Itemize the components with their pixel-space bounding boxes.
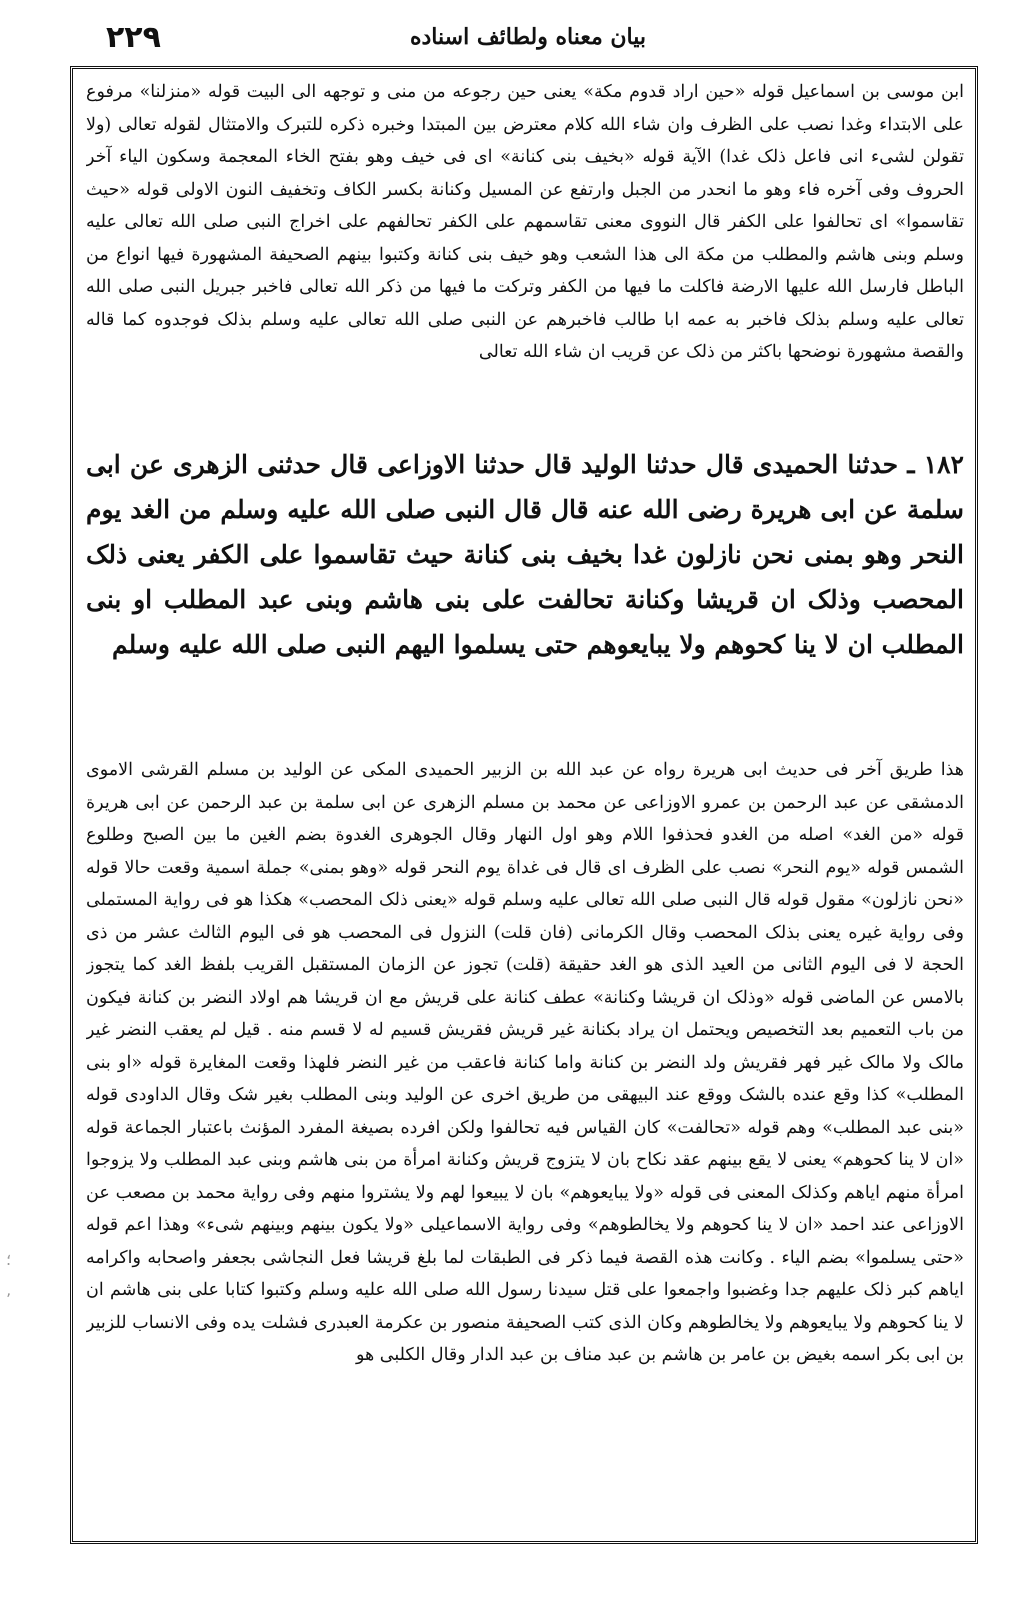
hadith-text: حدثنا الحمیدی قال حدثنا الولید قال حدثنا الاوزاعی قال حدثنی الزهری عن ابی سلمة عن ابی هریرة رضی الله عنه قال قال النبی صلی الله علیه وسلم من الغد یوم النحر وهو بمنی نحن نازلون غدا بخیف بنی کنانة حیث تقاسموا علی الکفر یعنی ذلک المحصب وذلک ان قریشا وکنانة تحالفت علی بنی هاشم وبنی عبد المطلب او بنی المطلب ان لا ینا کحوهم ولا یبایعوهم حتی یسلموا الیهم النبی صلی الله علیه وسلم xyxy=(86,450,964,659)
margin-mark: ٬ xyxy=(6,1290,12,1309)
margin-mark: ؛ xyxy=(6,1250,12,1269)
page-number: ۲۲۹ xyxy=(106,20,161,55)
hadith-number: ۱۸۲ xyxy=(923,450,964,479)
commentary-paragraph-2: هذا طریق آخر فی حدیث ابی هریرة رواه عن عبد الله بن الزبیر الحمیدی المکی عن الولید بن مسلم القرشی الاموی الدمشقی عن عبد الرحمن بن عمرو الاوزاعی عن محمد بن مسلم الزهری عن ابی سلمة بن عبد الرحمن عن ابی هریرة قوله «من الغد» اصله من الغدو فحذفوا اللام وهو اول النهار وقال الجوهری الغدوة بضم الغین ما بین الصبح وطلوع الشمس قوله «یوم النحر» نصب علی الظرف ای قال فی غداة یوم النحر قوله «وهو بمنی» جملة اسمیة وقعت حالا قوله «نحن نازلون» مقول قوله قال النبی صلی الله تعالی علیه وسلم قوله «یعنی ذلک المحصب» هکذا هو فی روایة المستملی وفی روایة غیره یعنی بذلک المحصب وقال الکرمانی (فان قلت) النزول فی المحصب هو فی الیوم الثالث عشر من ذی الحجة لا فی الیوم الثانی من العید الذی هو الغد حقیقة (قلت) تجوز عن الزمان المستقبل القریب بلفظ الغد کما یتجوز بالامس عن الماضی قوله «وذلک ان قریشا وکنانة» عطف کنانة علی قریش مع ان قریشا هم اولاد النضر بن کنانة فیکون من باب التعمیم بعد التخصیص ویحتمل ان یراد بکنانة غیر قریش فقریش قسیم له لا قسم منه . قیل لم یعقب النضر غیر مالک ولا مالک غیر فهر فقریش ولد النضر بن کنانة واما کنانة فاعقب من غیر النضر فلهذا وقعت المغایرة قوله «او بنی المطلب» کذا وقع عنده بالشک ووقع عند البیهقی من طریق اخری عن الولید وبنی المطلب بغیر شک وقال الداودی قوله «بنی عبد المطلب» وهم قوله «تحالفت» کان القیاس فیه تحالفوا ولکن افرده بصیغة المفرد المؤنث باعتبار الجماعة قوله «ان لا ینا کحوهم» یعنی لا یقع بینهم عقد نکاح بان لا یتزوج قریش وکنانة امرأة من بنی هاشم وبنی عبد المطلب ولا یزوجوا امرأة منهم ایاهم وکذلک المعنی فی قوله «ولا یبایعوهم» بان لا یبیعوا لهم ولا یشتروا منهم وفی روایة محمد بن مصعب عن الاوزاعی عند احمد «ان لا ینا کحوهم ولا یخالطوهم» وفی روایة الاسماعیلی «ولا یکون بینهم وبینهم شیء» وهذا اعم قوله «حتی یسلموا» بضم الیاء . وکانت هذه القصة فیما ذکر فی الطبقات لما بلغ قریشا فعل النجاشی بجعفر واصحابه واکرامه ایاهم کبر ذلک علیهم جدا وغضبوا واجمعوا علی قتل سیدنا رسول الله صلی الله علیه وسلم وکتبوا کتابا علی بنی هاشم ان لا ینا کحوهم ولا یبایعوهم ولا یخالطوهم وکان الذی کتب الصحیفة منصور بن عکرمة العبدری فشلت یده وفی الانساب للزبیر بن ابی بکر اسمه بغیض بن عامر بن هاشم بن عبد مناف بن عبد الدار وقال الکلبی هو xyxy=(86,760,964,1365)
commentary-paragraph-1: ابن موسی بن اسماعیل قوله «حین اراد قدوم مکة» یعنی حین رجوعه من منی و توجهه الی البیت قوله «منزلنا» مرفوع علی الابتداء وغدا نصب علی الظرف وان شاء الله کلام معترض بین المبتدا وخبره ذکره للتبرک والامتثال لقوله تعالی (ولا تقولن لشیء انی فاعل ذلک غدا) الآیة قوله «بخیف بنی کنانة» ای فی خیف وهو بفتح الخاء المعجمة وسکون الیاء آخر الحروف وفی آخره فاء وهو ما انحدر من الجبل وارتفع عن المسیل وکنانة بکسر الکاف وتخفیف النون الاولی قوله «حیث تقاسموا» ای تحالفوا علی الکفر قال النووی معنی تقاسمهم علی الکفر تحالفهم علی اخراج النبی صلی الله تعالی علیه وسلم وبنی هاشم والمطلب من مکة الی هذا الشعب وهو خیف بنی کنانة وکتبوا بینهم الصحیفة المشهورة فیها انواع من الباطل فارسل الله علیها الارضة فاکلت ما فیها من الکفر وترکت ما فیها من ذکر الله تعالی فاخبر جبریل النبی صلی الله تعالی علیه وسلم بذلک فاخبر به عمه ابا طالب فاخبرهم عن النبی صلی الله تعالی علیه وسلم بذلک فوجدوه کما قاله والقصة مشهورة نوضحها باکثر من ذلک عن قریب ان شاء الله تعالی xyxy=(86,82,964,362)
running-title: بیان معناه ولطائف اسناده xyxy=(409,24,647,50)
page-body xyxy=(86,76,964,1624)
hadith-block: ۱۸۲ ـ حدثنا الحمیدی قال حدثنا الولید قال حدثنا الاوزاعی قال حدثنی الزهری عن ابی سلمة عن ابی هریرة رضی الله عنه قال قال النبی صلی الله علیه وسلم من الغد یوم النحر وهو بمنی نحن نازلون غدا بخیف بنی کنانة حیث تقاسموا علی الکفر یعنی ذلک المحصب وذلک ان قریشا وکنانة تحالفت علی بنی هاشم وبنی عبد المطلب او بنی المطلب ان لا ینا کحوهم ولا یبایعوهم حتی یسلموا الیهم النبی صلی الله علیه وسلم xyxy=(86,450,964,659)
page-header xyxy=(70,14,986,66)
